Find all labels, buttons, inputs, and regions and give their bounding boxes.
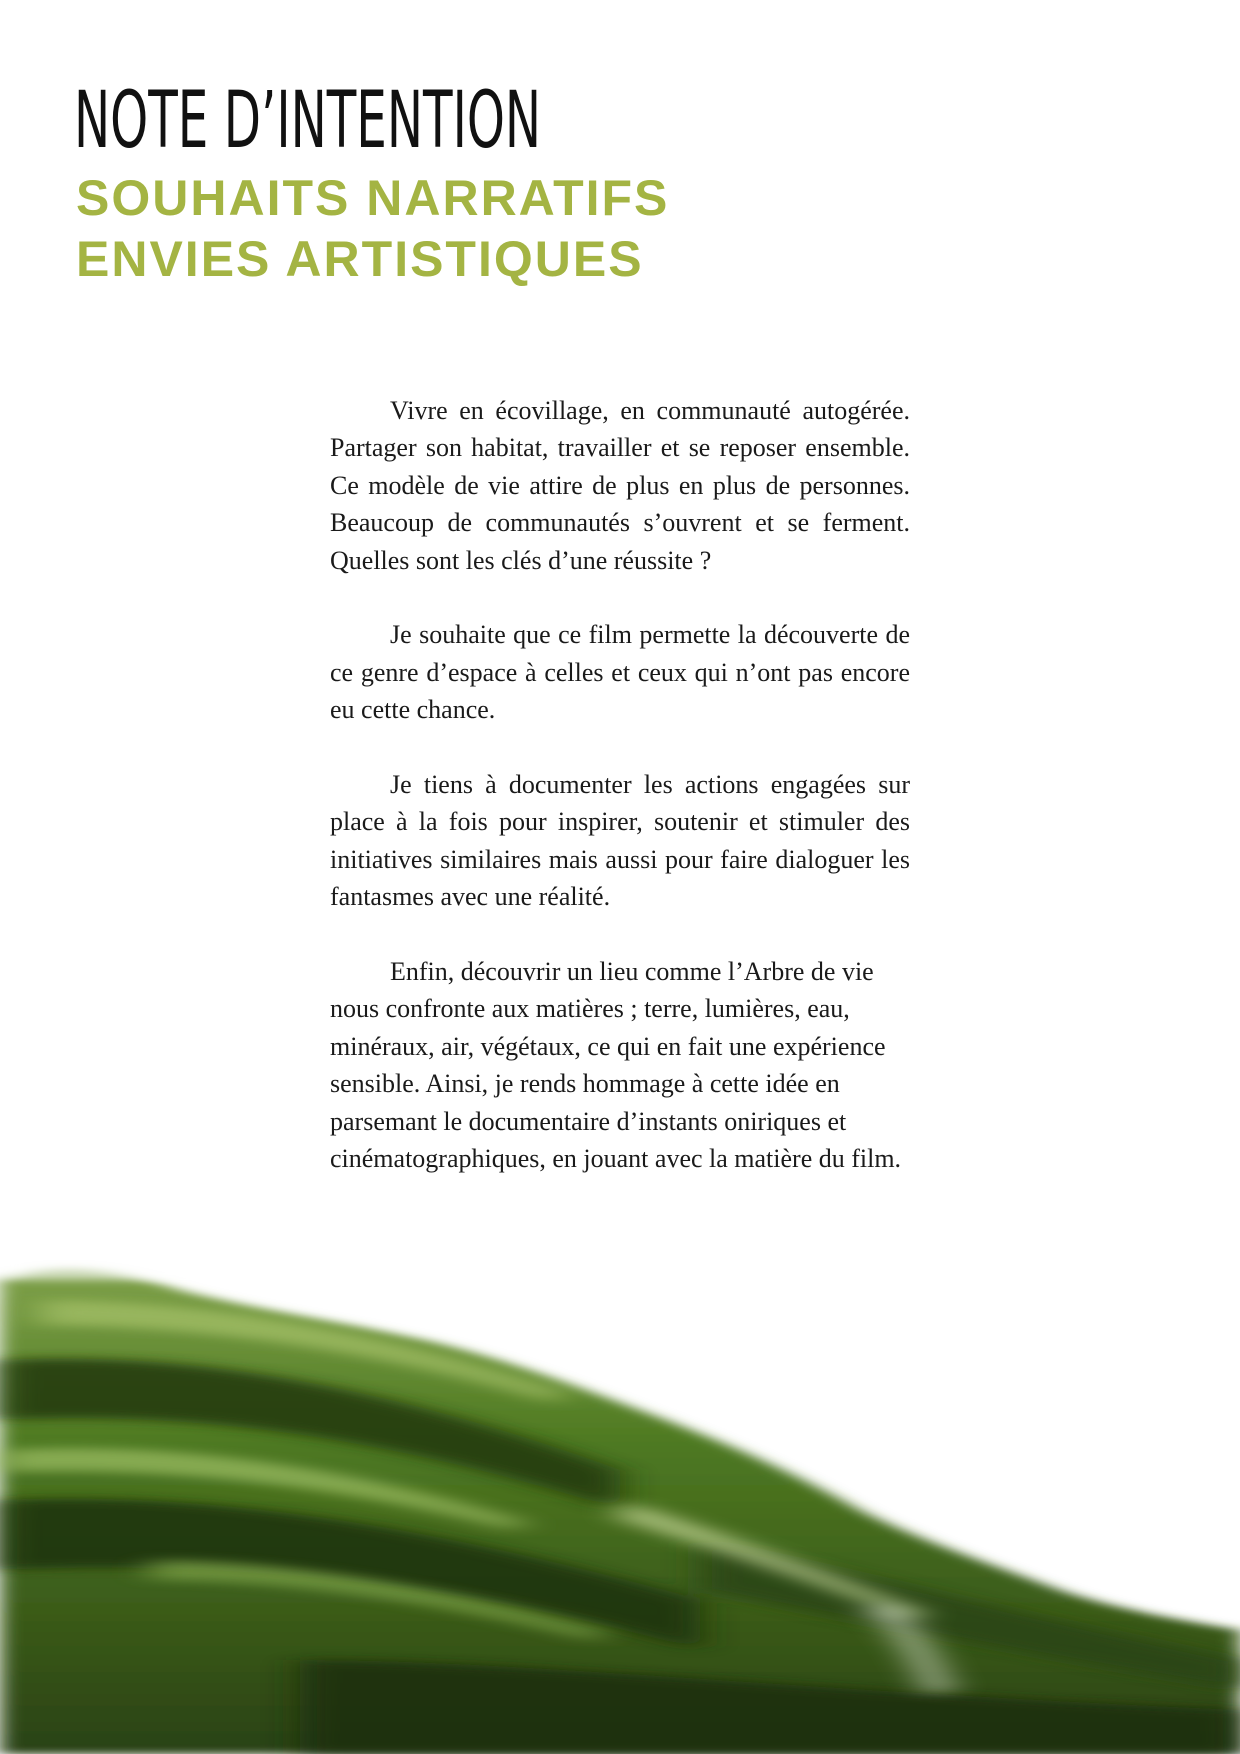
subtitle-line-2: ENVIES ARTISTIQUES [76, 231, 644, 287]
paragraph-2: Je souhaite que ce film permette la découverte de ce genre d’espace à celles et ceux qui n’ont pas encore eu cette chance. [330, 620, 910, 725]
foliage-motion-blur-image [0, 1240, 1240, 1754]
page-subtitle [76, 168, 669, 290]
intention-text [330, 392, 910, 1215]
paragraph-4: Enfin, découvrir un lieu comme l’Arbre de vie nous confronte aux matières ; terre, lumières, eau, minéraux, air, végétaux, ce qui en fait une expérience sensible. Ainsi, je rends hommage à cette idée en parsemant le documentaire d’instants oniriques et cinématographiques, en jouant avec la matière du film. [330, 957, 902, 1174]
paragraph-3: Je tiens à documenter les actions engagées sur place à la fois pour inspirer, soutenir et stimuler des initiatives similaires mais aussi pour faire dialoguer les fantasmes avec une réalité. [330, 770, 910, 912]
page-title: NOTE D’INTENTION [74, 76, 542, 166]
paragraph-1: Vivre en écovillage, en communauté autogérée. Partager son habitat, travailler et se reposer ensemble. Ce modèle de vie attire de plus en plus de personnes. Beaucoup de communautés s’ouvrent et se ferment. Quelles sont les clés d’une réussite ? [330, 396, 910, 575]
subtitle-line-1: SOUHAITS NARRATIFS [76, 170, 670, 226]
